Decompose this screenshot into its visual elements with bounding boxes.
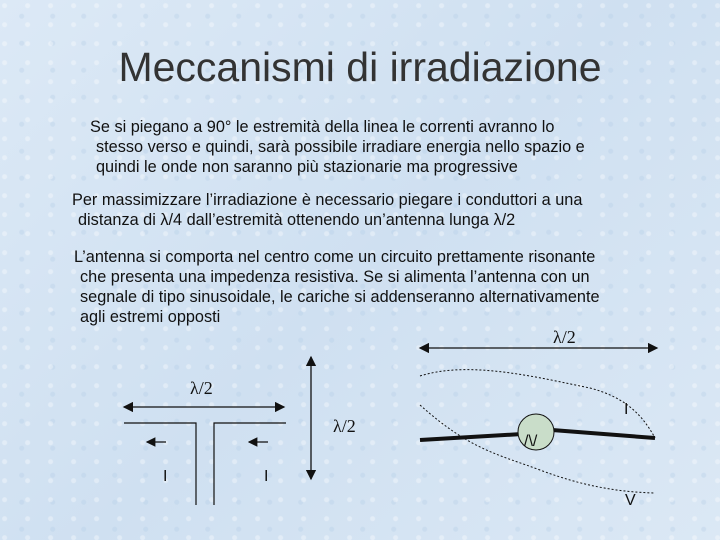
dipole-diagram	[420, 327, 657, 509]
p2-line: Per massimizzare l’irradiazione è necessario piegare i conduttori a una	[72, 191, 583, 209]
p2-line: distanza di λ/4 dall’estremità ottenendo un’antenna lunga λ/2	[78, 211, 516, 229]
p3-line: L’antenna si comporta nel centro come un circuito prettamente risonante	[74, 248, 596, 266]
dipole-left-arm	[420, 434, 522, 440]
p3-line: agli estremi opposti	[80, 308, 221, 326]
ac-source-symbol: /\/	[524, 433, 538, 450]
half-wave-label-top: λ/2	[553, 327, 576, 347]
p1-line: Se si piegano a 90° le estremità della linea le correnti avranno lo	[90, 118, 555, 136]
p3-line: che presenta una impedenza resistiva. Se si alimenta l’antenna con un	[80, 268, 590, 286]
p3-line: segnale di tipo sinusoidale, le cariche si addenseranno alternativamente	[80, 288, 600, 306]
bent-line-diagram	[124, 378, 286, 505]
half-wave-label-left: λ/2	[190, 378, 213, 398]
left-conductor	[124, 423, 196, 505]
p1-line: stesso verso e quindi, sarà possibile irradiare energia nello spazio e	[96, 138, 585, 156]
current-label-right: I	[264, 468, 269, 485]
slide-title: Meccanismi di irradiazione	[118, 44, 602, 90]
half-wave-label-vertical: λ/2	[333, 416, 356, 436]
p1-line: quindi le onde non saranno più stazionarie ma progressive	[96, 158, 518, 176]
voltage-label-dipole: V	[625, 492, 636, 509]
current-label-left: I	[163, 468, 168, 485]
vertical-half-wave	[311, 357, 356, 479]
right-conductor	[214, 423, 286, 505]
dipole-right-arm	[552, 430, 655, 438]
current-label-dipole: I	[624, 401, 629, 418]
